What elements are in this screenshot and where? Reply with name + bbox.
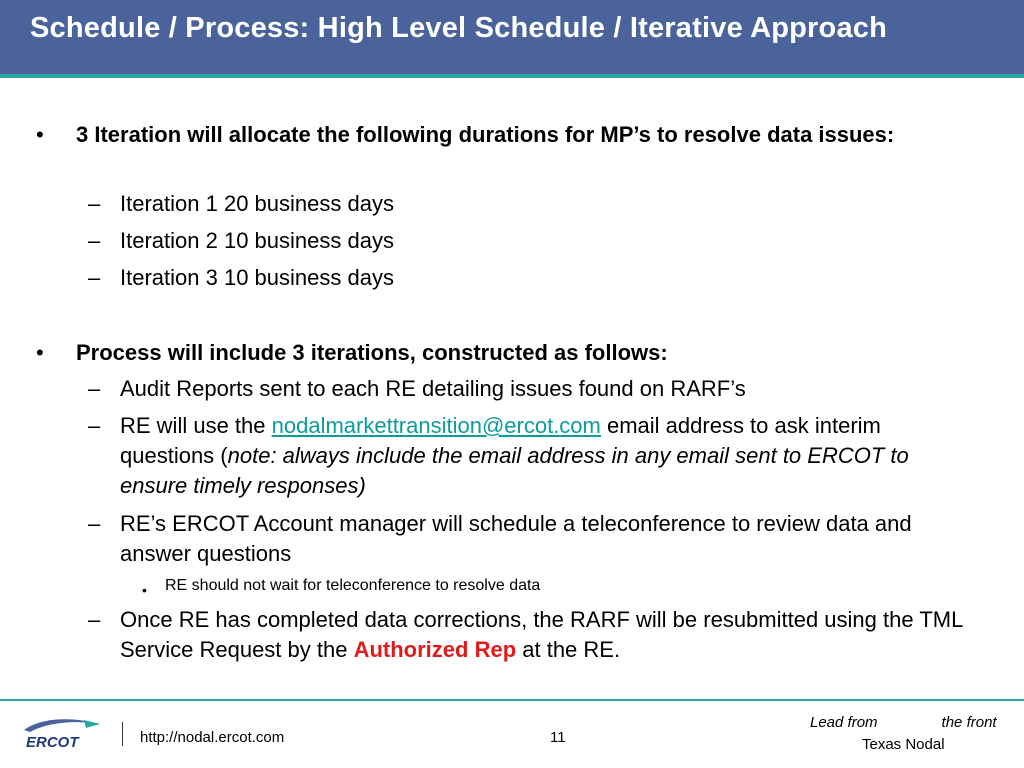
logo-text: ERCOT [26, 734, 79, 751]
footer-url[interactable]: http://nodal.ercot.com [140, 729, 285, 746]
slide-header [0, 0, 1024, 74]
email-link[interactable]: nodalmarkettransition@ercot.com [271, 413, 601, 438]
sub-bullet-2-2-note: note: always include the email address in any email sent to ERCOT to ensure timely responses) [120, 443, 909, 498]
dash-icon: – [88, 376, 101, 401]
dash-icon: – [88, 191, 101, 216]
sub-bullet-1-2: Iteration 2 10 business days [120, 228, 394, 253]
dash-icon: – [88, 413, 101, 438]
sub-bullet-2-4 [120, 605, 980, 665]
ercot-logo [20, 716, 104, 752]
page-number: 11 [550, 729, 566, 746]
tagline-right: the front [941, 714, 997, 731]
tagline-left: Lead from [810, 714, 878, 731]
dash-icon: – [88, 607, 101, 632]
sub-bullet-1-3: Iteration 3 10 business days [120, 265, 394, 290]
authorized-rep-highlight: Authorized Rep [353, 637, 517, 662]
footer-rule [0, 699, 1024, 701]
sub-bullet-2-2-mid: email address to ask interim questions ( [120, 413, 881, 468]
sub-bullet-1-1: Iteration 1 20 business days [120, 191, 394, 216]
bullet-icon: • [36, 340, 44, 365]
sub-bullet-2-2 [120, 411, 980, 501]
dash-icon: – [88, 511, 101, 536]
dash-icon: – [88, 228, 101, 253]
bullet-icon: • [36, 122, 44, 147]
bullet-icon: • [142, 582, 147, 598]
sub-bullet-2-2-prefix: RE will use the [120, 413, 272, 438]
sub-sub-bullet-2-3-1: RE should not wait for teleconference to resolve data [165, 577, 541, 594]
sub-bullet-2-1: Audit Reports sent to each RE detailing issues found on RARF’s [120, 376, 746, 401]
footer-subtag: Texas Nodal [862, 736, 945, 753]
tagline [810, 714, 997, 731]
footer-separator [122, 722, 123, 746]
dash-icon: – [88, 265, 101, 290]
bullet-1-text: 3 Iteration will allocate the following durations for MP’s to resolve data issues: [76, 122, 895, 147]
header-rule [0, 74, 1024, 78]
slide-title: Schedule / Process: High Level Schedule / Iterative Approach [30, 12, 888, 44]
sub-bullet-2-4-suffix: at the RE. [516, 637, 621, 662]
sub-bullet-2-4-prefix: Once RE has completed data corrections, the RARF will be resubmitted using the TML Service Request by the [120, 607, 963, 662]
bullet-2-text: Process will include 3 iterations, constructed as follows: [76, 340, 668, 365]
sub-bullet-2-3: RE’s ERCOT Account manager will schedule a teleconference to review data and answer questions [120, 511, 912, 566]
